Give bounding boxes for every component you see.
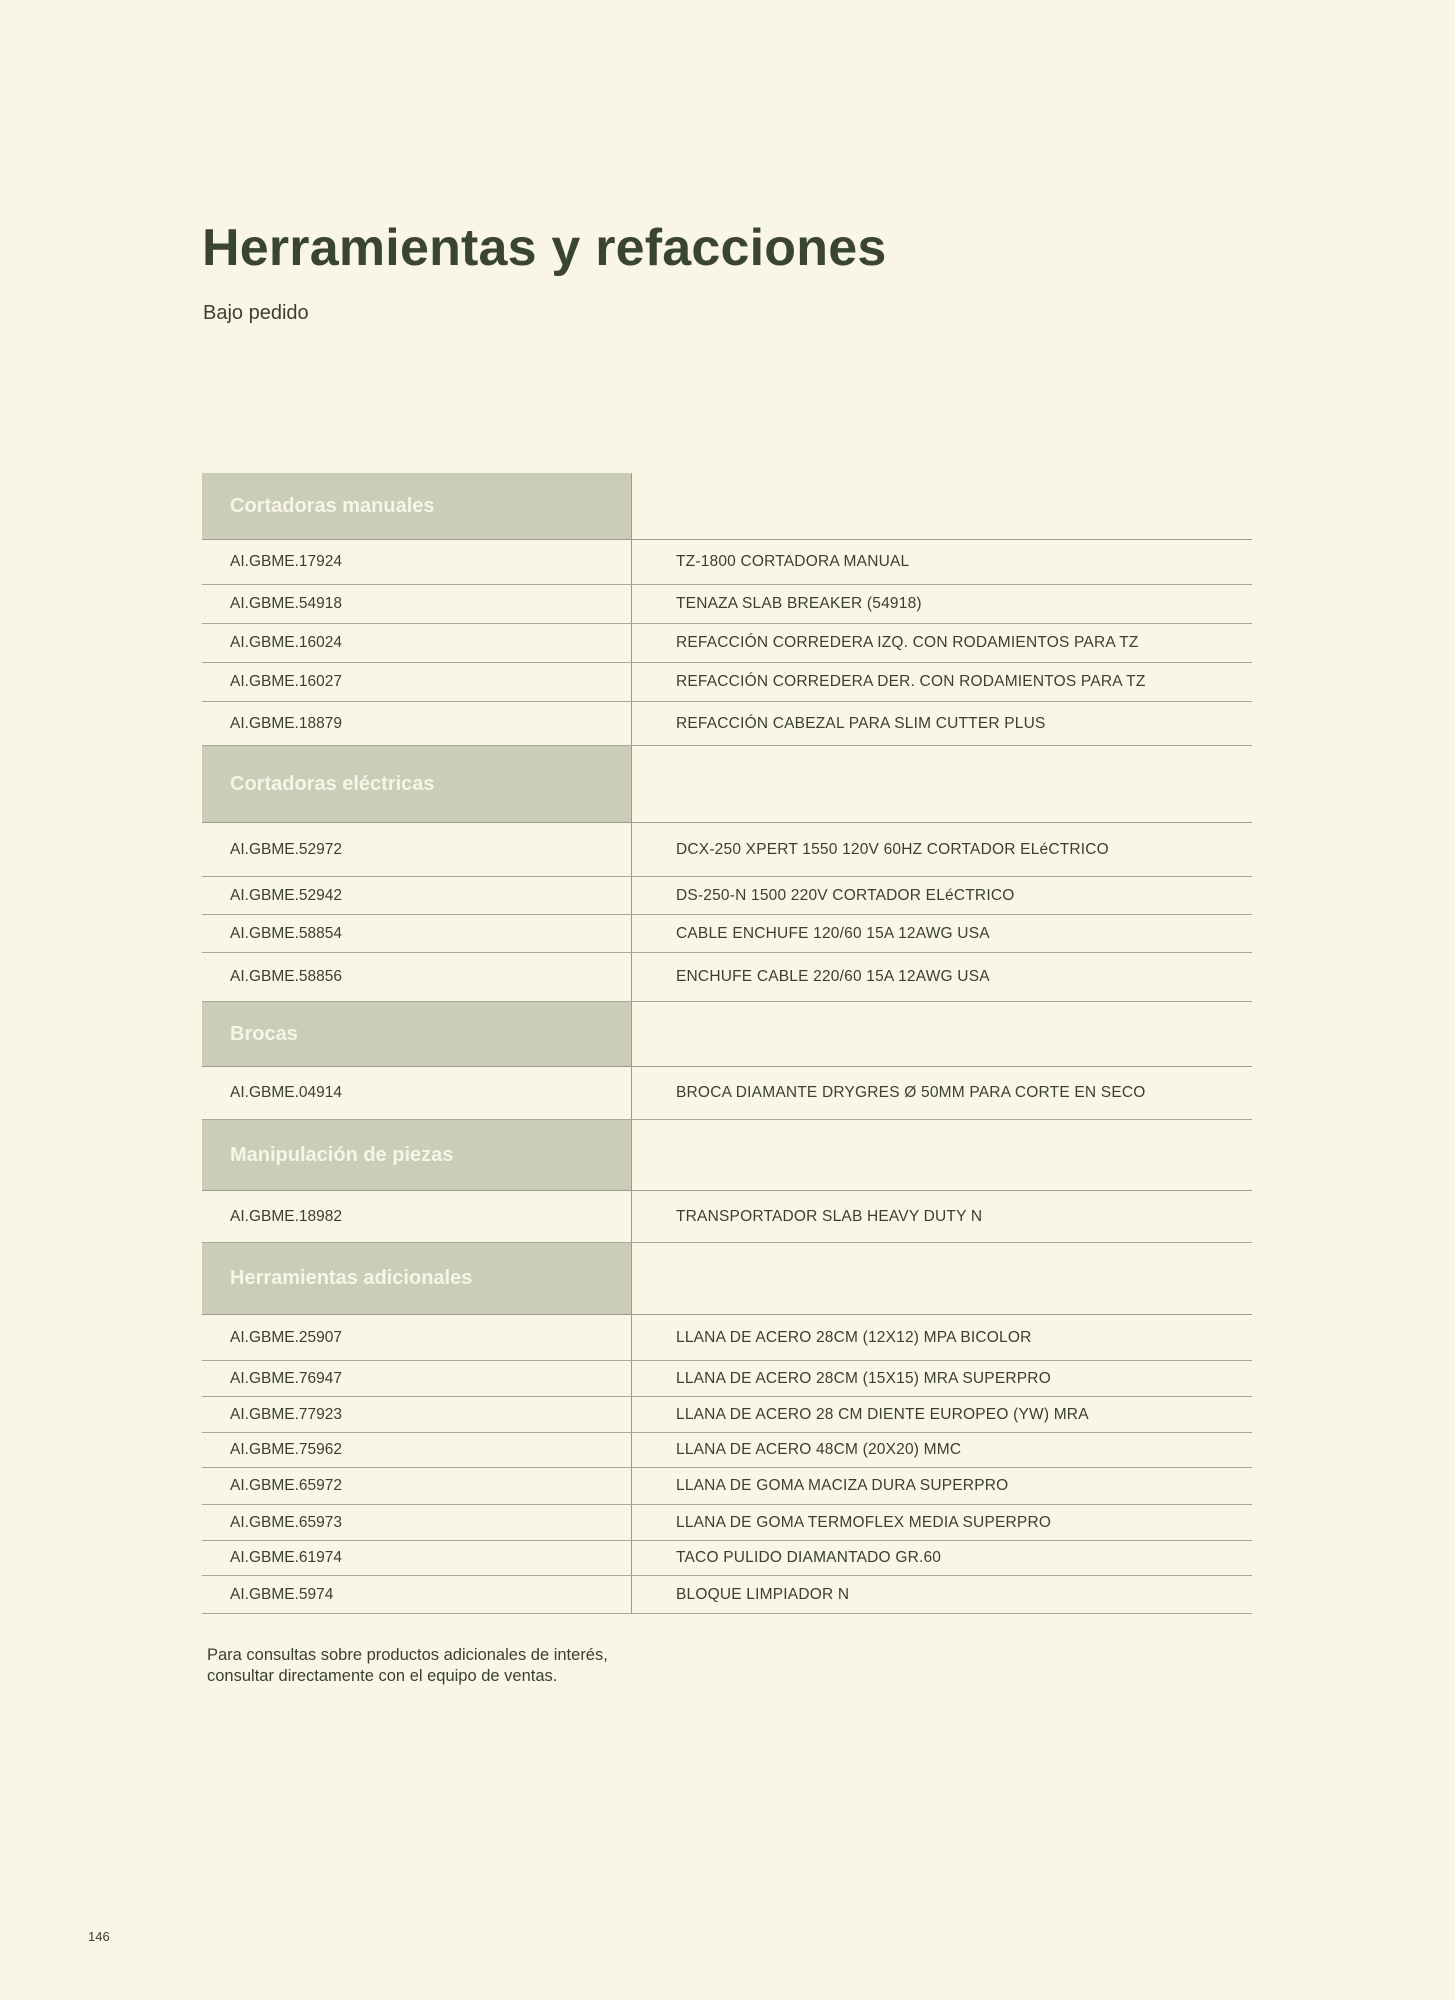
product-code: AI.GBME.16024 <box>202 624 632 662</box>
table-row <box>202 1067 1252 1120</box>
product-description: TRANSPORTADOR SLAB HEAVY DUTY N <box>676 1207 983 1225</box>
table-row <box>202 1468 1252 1505</box>
product-description: DCX-250 XPERT 1550 120V 60HZ CORTADOR ELéCTRICO <box>676 840 1109 858</box>
product-code: AI.GBME.25907 <box>202 1315 632 1360</box>
product-description: LLANA DE GOMA TERMOFLEX MEDIA SUPERPRO <box>676 1513 1052 1531</box>
product-code: AI.GBME.61974 <box>202 1541 632 1575</box>
product-description: LLANA DE ACERO 28 CM DIENTE EUROPEO (YW) MRA <box>676 1405 1089 1423</box>
footnote-line-1: Para consultas sobre productos adicionales de interés, <box>207 1646 608 1664</box>
product-code: AI.GBME.54918 <box>202 585 632 623</box>
table-row <box>202 1505 1252 1541</box>
section-header-herramientas-adicionales <box>202 1243 1252 1315</box>
section-header-brocas <box>202 1002 1252 1067</box>
section-title: Herramientas adicionales <box>202 1243 632 1314</box>
product-code: AI.GBME.58854 <box>202 915 632 952</box>
page-number: 146 <box>88 1929 110 1944</box>
table-row <box>202 624 1252 663</box>
footnote-line-2: consultar directamente con el equipo de ventas. <box>207 1667 558 1685</box>
table-row <box>202 953 1252 1002</box>
product-description: REFACCIÓN CORREDERA DER. CON RODAMIENTOS PARA TZ <box>676 673 1146 690</box>
section-title: Cortadoras manuales <box>202 473 632 539</box>
product-code: AI.GBME.18879 <box>202 702 632 745</box>
section-header-cortadoras-manuales <box>202 473 1252 540</box>
product-description: ENCHUFE CABLE 220/60 15A 12AWG USA <box>676 968 990 985</box>
product-table <box>202 473 1252 1614</box>
product-description: REFACCIÓN CABEZAL PARA SLIM CUTTER PLUS <box>676 714 1046 732</box>
product-code: AI.GBME.52942 <box>202 877 632 914</box>
table-row <box>202 1397 1252 1433</box>
footnote <box>207 1645 608 1687</box>
section-title: Manipulación de piezas <box>202 1120 632 1190</box>
product-code: AI.GBME.5974 <box>202 1576 632 1613</box>
table-row <box>202 540 1252 585</box>
product-code: AI.GBME.65972 <box>202 1468 632 1504</box>
section-header-cortadoras-electricas <box>202 746 1252 823</box>
product-code: AI.GBME.77923 <box>202 1397 632 1432</box>
product-code: AI.GBME.52972 <box>202 823 632 876</box>
product-code: AI.GBME.76947 <box>202 1361 632 1396</box>
product-description: CABLE ENCHUFE 120/60 15A 12AWG USA <box>676 924 990 942</box>
product-description: TENAZA SLAB BREAKER (54918) <box>676 595 922 612</box>
page-title: Herramientas y refacciones <box>202 219 887 277</box>
table-row <box>202 702 1252 746</box>
product-description: LLANA DE ACERO 28CM (12X12) MPA BICOLOR <box>676 1328 1032 1346</box>
table-row <box>202 1541 1252 1576</box>
table-row <box>202 663 1252 702</box>
table-row <box>202 1361 1252 1397</box>
product-code: AI.GBME.65973 <box>202 1505 632 1540</box>
product-code: AI.GBME.18982 <box>202 1191 632 1242</box>
table-row <box>202 1433 1252 1468</box>
section-title: Cortadoras eléctricas <box>202 746 632 822</box>
product-code: AI.GBME.58856 <box>202 953 632 1001</box>
table-row <box>202 823 1252 877</box>
product-description: BROCA DIAMANTE DRYGRES Ø 50MM PARA CORTE EN SECO <box>676 1084 1146 1101</box>
product-description: BLOQUE LIMPIADOR N <box>676 1585 850 1603</box>
product-code: AI.GBME.16027 <box>202 663 632 701</box>
section-header-manipulacion-de-piezas <box>202 1120 1252 1191</box>
product-description: TACO PULIDO DIAMANTADO GR.60 <box>676 1549 942 1566</box>
table-row <box>202 1191 1252 1243</box>
product-description: DS-250-N 1500 220V CORTADOR ELéCTRICO <box>676 886 1015 904</box>
section-title: Brocas <box>202 1002 632 1066</box>
table-row <box>202 877 1252 915</box>
product-code: AI.GBME.75962 <box>202 1433 632 1467</box>
product-code: AI.GBME.04914 <box>202 1067 632 1119</box>
product-description: LLANA DE GOMA MACIZA DURA SUPERPRO <box>676 1477 1009 1494</box>
product-description: REFACCIÓN CORREDERA IZQ. CON RODAMIENTOS PARA TZ <box>676 634 1139 651</box>
page-subtitle: Bajo pedido <box>203 302 309 324</box>
product-description: TZ-1800 CORTADORA MANUAL <box>676 553 910 570</box>
product-code: AI.GBME.17924 <box>202 540 632 584</box>
table-row <box>202 915 1252 953</box>
product-description: LLANA DE ACERO 28CM (15X15) MRA SUPERPRO <box>676 1369 1051 1387</box>
table-row <box>202 1576 1252 1614</box>
table-row <box>202 585 1252 624</box>
table-row <box>202 1315 1252 1361</box>
product-description: LLANA DE ACERO 48CM (20X20) MMC <box>676 1441 962 1458</box>
